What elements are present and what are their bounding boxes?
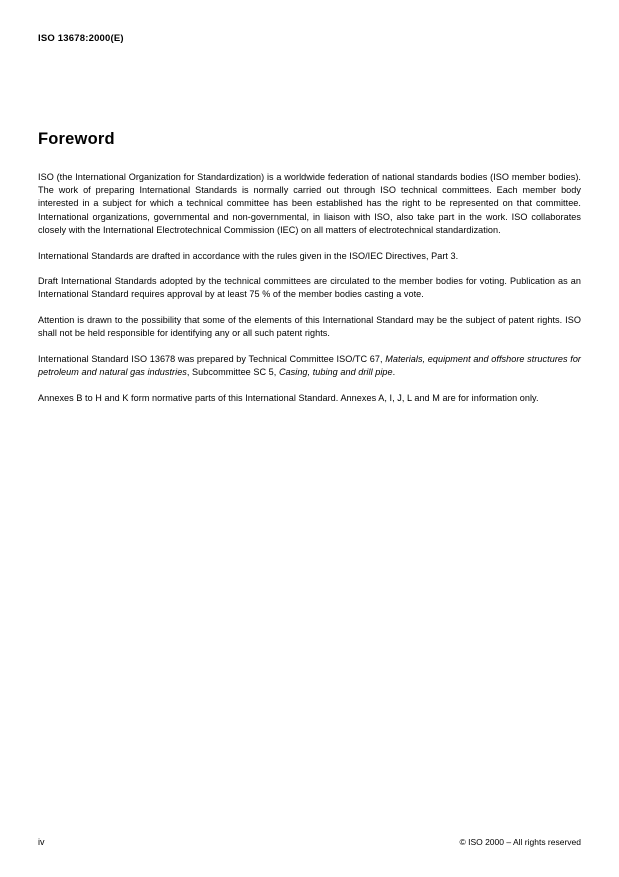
paragraph-4: Attention is drawn to the possibility that some of the elements of this International Standard may be the subject of patent rights. ISO shall not be held responsible for identifying any or all such patent rights. (38, 315, 581, 339)
paragraph-3: Draft International Standards adopted by the technical committees are circulated to the member bodies for voting. Publication as an International Standard requires approval by at least 75 % of the member bodies casting a vote. (38, 276, 581, 300)
paragraph-2: International Standards are drafted in accordance with the rules given in the ISO/IEC Directives, Part 3. (38, 250, 459, 261)
paragraph-6: Annexes B to H and K form normative parts of this International Standard. Annexes A, I, J, L and M are for information only. (38, 392, 539, 403)
paragraph-1: ISO (the International Organization for Standardization) is a worldwide federation of national standards bodies (ISO member bodies). The work of preparing International Standards is normally carried out through ISO technical committees. Each member body interested in a subject for which a technical committee has been established has the right to be represented on that committee. International organizations, governmental and non-governmental, in liaison with ISO, also take part in the work. ISO collaborates closely with the International Electrotechnical Commission (IEC) on all matters of electrotechnical standardization. (38, 172, 581, 235)
paragraph-5-italic-1: Materials, equipment and offshore structures for petroleum and natural gas industries (38, 354, 582, 378)
paragraph-5 (38, 353, 581, 379)
page-footer (38, 837, 581, 847)
paragraph-5-text-1: International Standard ISO 13678 was prepared by Technical Committee ISO/TC 67, (38, 354, 386, 365)
document-header-id: ISO 13678:2000(E) (38, 33, 124, 44)
paragraph-5-text-2: , Subcommittee SC 5, (186, 367, 279, 378)
page-number: iv (38, 837, 45, 847)
paragraph-5-italic-2: Casing, tubing and drill pipe (278, 367, 393, 378)
copyright-notice: © ISO 2000 – All rights reserved (459, 837, 581, 847)
paragraph-5-text-3: . (392, 367, 396, 378)
document-body (38, 130, 581, 405)
page-title: Foreword (38, 130, 115, 148)
